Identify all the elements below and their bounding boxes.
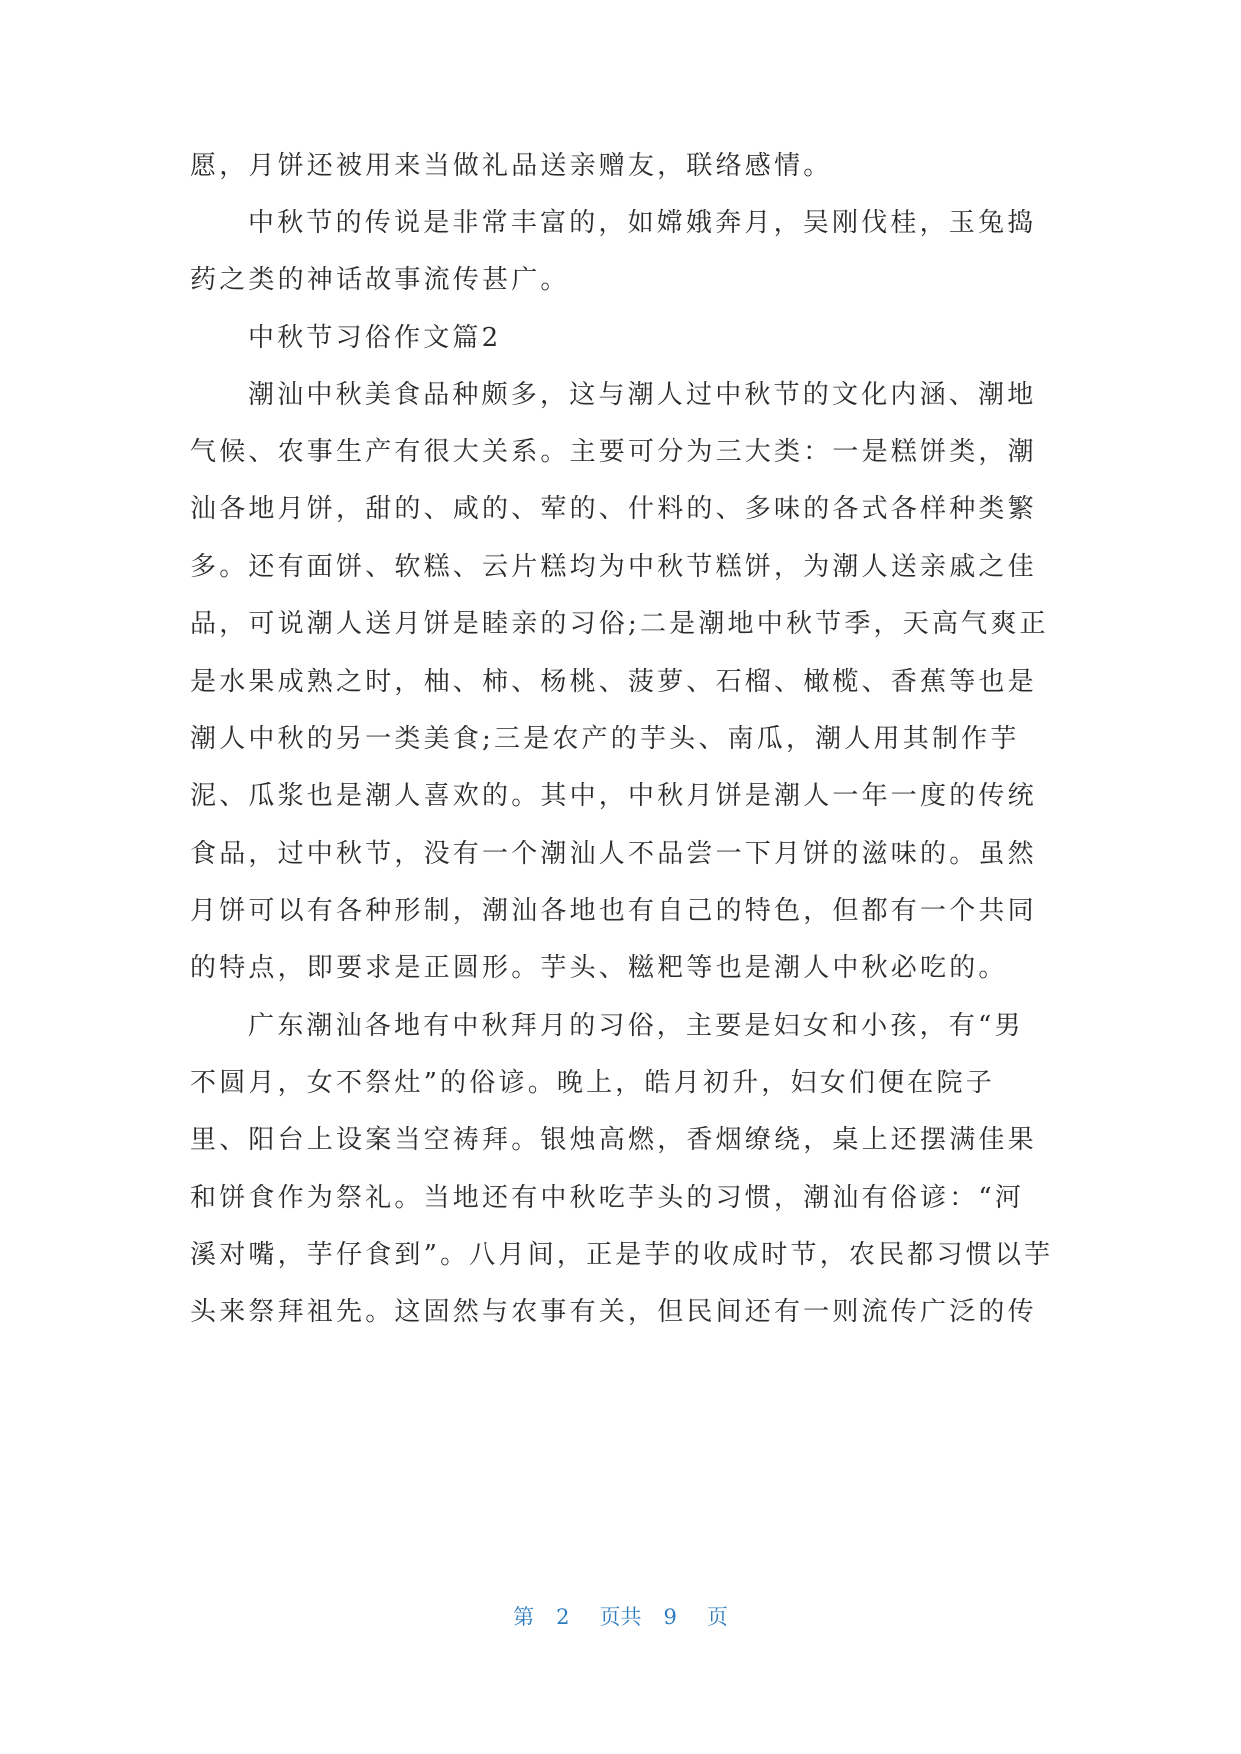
text-line: 头来祭拜祖先。这固然与农事有关，但民间还有一则流传广泛的传 [190,1297,1037,1327]
text-line: 中秋节的传说是非常丰富的，如嫦娥奔月，吴刚伐桂，玉兔捣 [248,208,1037,238]
text-line: 潮人中秋的另一类美食;三是农产的芋头、南瓜，潮人用其制作芋 [190,724,1020,754]
text-line: 的特点，即要求是正圆形。芋头、糍粑等也是潮人中秋必吃的。 [190,953,1008,983]
text-line: 愿，月饼还被用来当做礼品送亲赠友，联络感情。 [190,151,833,181]
text-line: 广东潮汕各地有中秋拜月的习俗，主要是妇女和小孩，有“男 [248,1011,1024,1041]
text-line: 不圆月，女不祭灶”的俗谚。晚上，皓月初升，妇女们便在院子 [190,1068,995,1098]
text-line: 气候、农事生产有很大关系。主要可分为三大类：一是糕饼类，潮 [190,437,1037,467]
text-line: 品，可说潮人送月饼是睦亲的习俗;二是潮地中秋节季，天高气爽正 [190,609,1049,639]
total-page-number: 9 [663,1605,677,1629]
section-heading: 中秋节习俗作文篇2 [248,323,502,353]
text-line: 食品，过中秋节，没有一个潮汕人不品尝一下月饼的滋味的。虽然 [190,839,1037,869]
footer-middle: 页共 [599,1605,642,1629]
text-line: 和饼食作为祭礼。当地还有中秋吃芋头的习惯，潮汕有俗谚：“河 [190,1183,1025,1213]
current-page-number: 2 [556,1605,570,1629]
text-line: 月饼可以有各种形制，潮汕各地也有自己的特色，但都有一个共同 [190,896,1037,926]
text-line: 溪对嘴，芋仔食到”。八月间，正是芋的收成时节，农民都习惯以芋 [190,1240,1054,1270]
footer-suffix: 页 [706,1605,728,1629]
text-line: 里、阳台上设案当空祷拜。银烛高燃，香烟缭绕，桌上还摆满佳果 [190,1125,1037,1155]
page-footer [0,1602,1241,1632]
text-line: 药之类的神话故事流传甚广。 [190,265,570,295]
text-line: 多。还有面饼、软糕、云片糕均为中秋节糕饼，为潮人送亲戚之佳 [190,552,1037,582]
text-line: 是水果成熟之时，柚、柿、杨桃、菠萝、石榴、橄榄、香蕉等也是 [190,667,1037,697]
footer-prefix: 第 [513,1605,535,1629]
text-line: 潮汕中秋美食品种颇多，这与潮人过中秋节的文化内涵、潮地 [248,380,1037,410]
text-line: 汕各地月饼，甜的、咸的、荤的、什料的、多味的各式各样种类繁 [190,494,1037,524]
text-line: 泥、瓜浆也是潮人喜欢的。其中，中秋月饼是潮人一年一度的传统 [190,781,1037,811]
